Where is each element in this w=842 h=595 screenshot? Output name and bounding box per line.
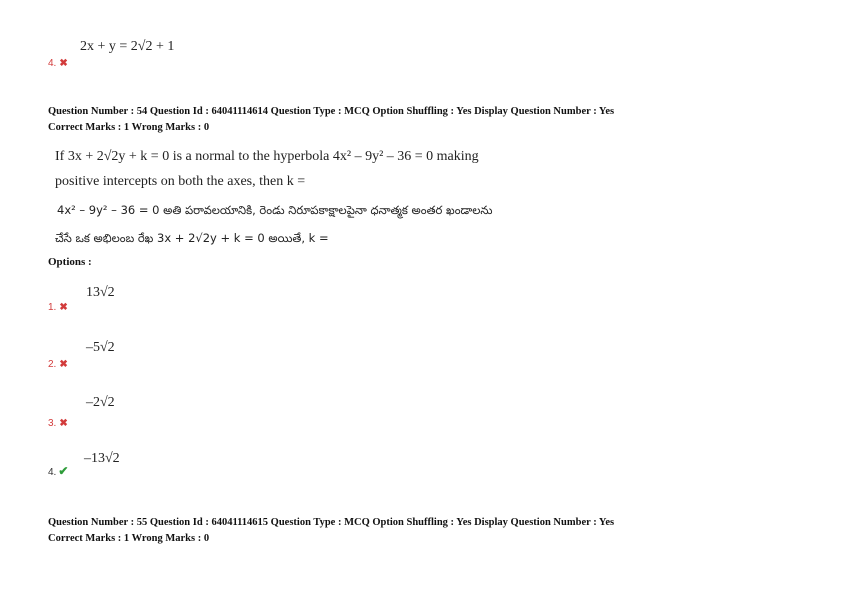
question-meta-line2: Correct Marks : 1 Wrong Marks : 0	[48, 533, 210, 544]
question-meta-line1: Question Number : 55 Question Id : 64041114615 Question Type : MCQ Option Shuffling : Yes Display Question Number : Yes	[48, 517, 615, 528]
question-text-telugu-line1: 4x² – 9y² – 36 = 0 అతి పరావలయానికి, రెండు నిరూపకాక్షాలపైనా ధనాత్మక అంతర ఖండాలను	[57, 203, 493, 217]
question-text-telugu-line2: చేసే ఒక అభిలంబ రేఖ 3x + 2√2y + k = 0 అయితే, k =	[55, 231, 329, 245]
option-4-value: –13√2	[84, 451, 120, 466]
option-3[interactable]	[48, 413, 68, 431]
option-2-value: –5√2	[86, 340, 115, 355]
wrong-mark-icon: ✖	[59, 58, 68, 69]
option-number: 4.	[48, 58, 57, 69]
option-1[interactable]	[48, 297, 68, 315]
option-number: 1.	[48, 302, 57, 313]
option-1-value: 13√2	[86, 285, 115, 300]
question-meta	[48, 104, 614, 136]
wrong-mark-icon: ✖	[59, 359, 68, 370]
prev-option-expression: 2x + y = 2√2 + 1	[80, 39, 175, 54]
option-3-value: –2√2	[86, 395, 115, 410]
option-2[interactable]	[48, 354, 68, 372]
option-number: 4.	[48, 467, 57, 478]
option-number: 3.	[48, 418, 57, 429]
next-question-meta	[48, 515, 614, 547]
question-meta-line2: Correct Marks : 1 Wrong Marks : 0	[48, 122, 210, 133]
question-text-english-line1: If 3x + 2√2y + k = 0 is a normal to the hyperbola 4x² – 9y² – 36 = 0 making	[55, 149, 479, 164]
question-meta-line1: Question Number : 54 Question Id : 64041114614 Question Type : MCQ Option Shuffling : Yes Display Question Number : Yes	[48, 106, 615, 117]
wrong-mark-icon: ✖	[59, 418, 68, 429]
wrong-mark-icon: ✖	[59, 302, 68, 313]
option-4[interactable]	[48, 462, 68, 480]
prev-option-4	[48, 53, 68, 71]
options-label: Options :	[48, 256, 92, 268]
option-number: 2.	[48, 359, 57, 370]
check-mark-icon: ✔	[58, 464, 69, 478]
question-text-english-line2: positive intercepts on both the axes, then k =	[55, 174, 306, 189]
